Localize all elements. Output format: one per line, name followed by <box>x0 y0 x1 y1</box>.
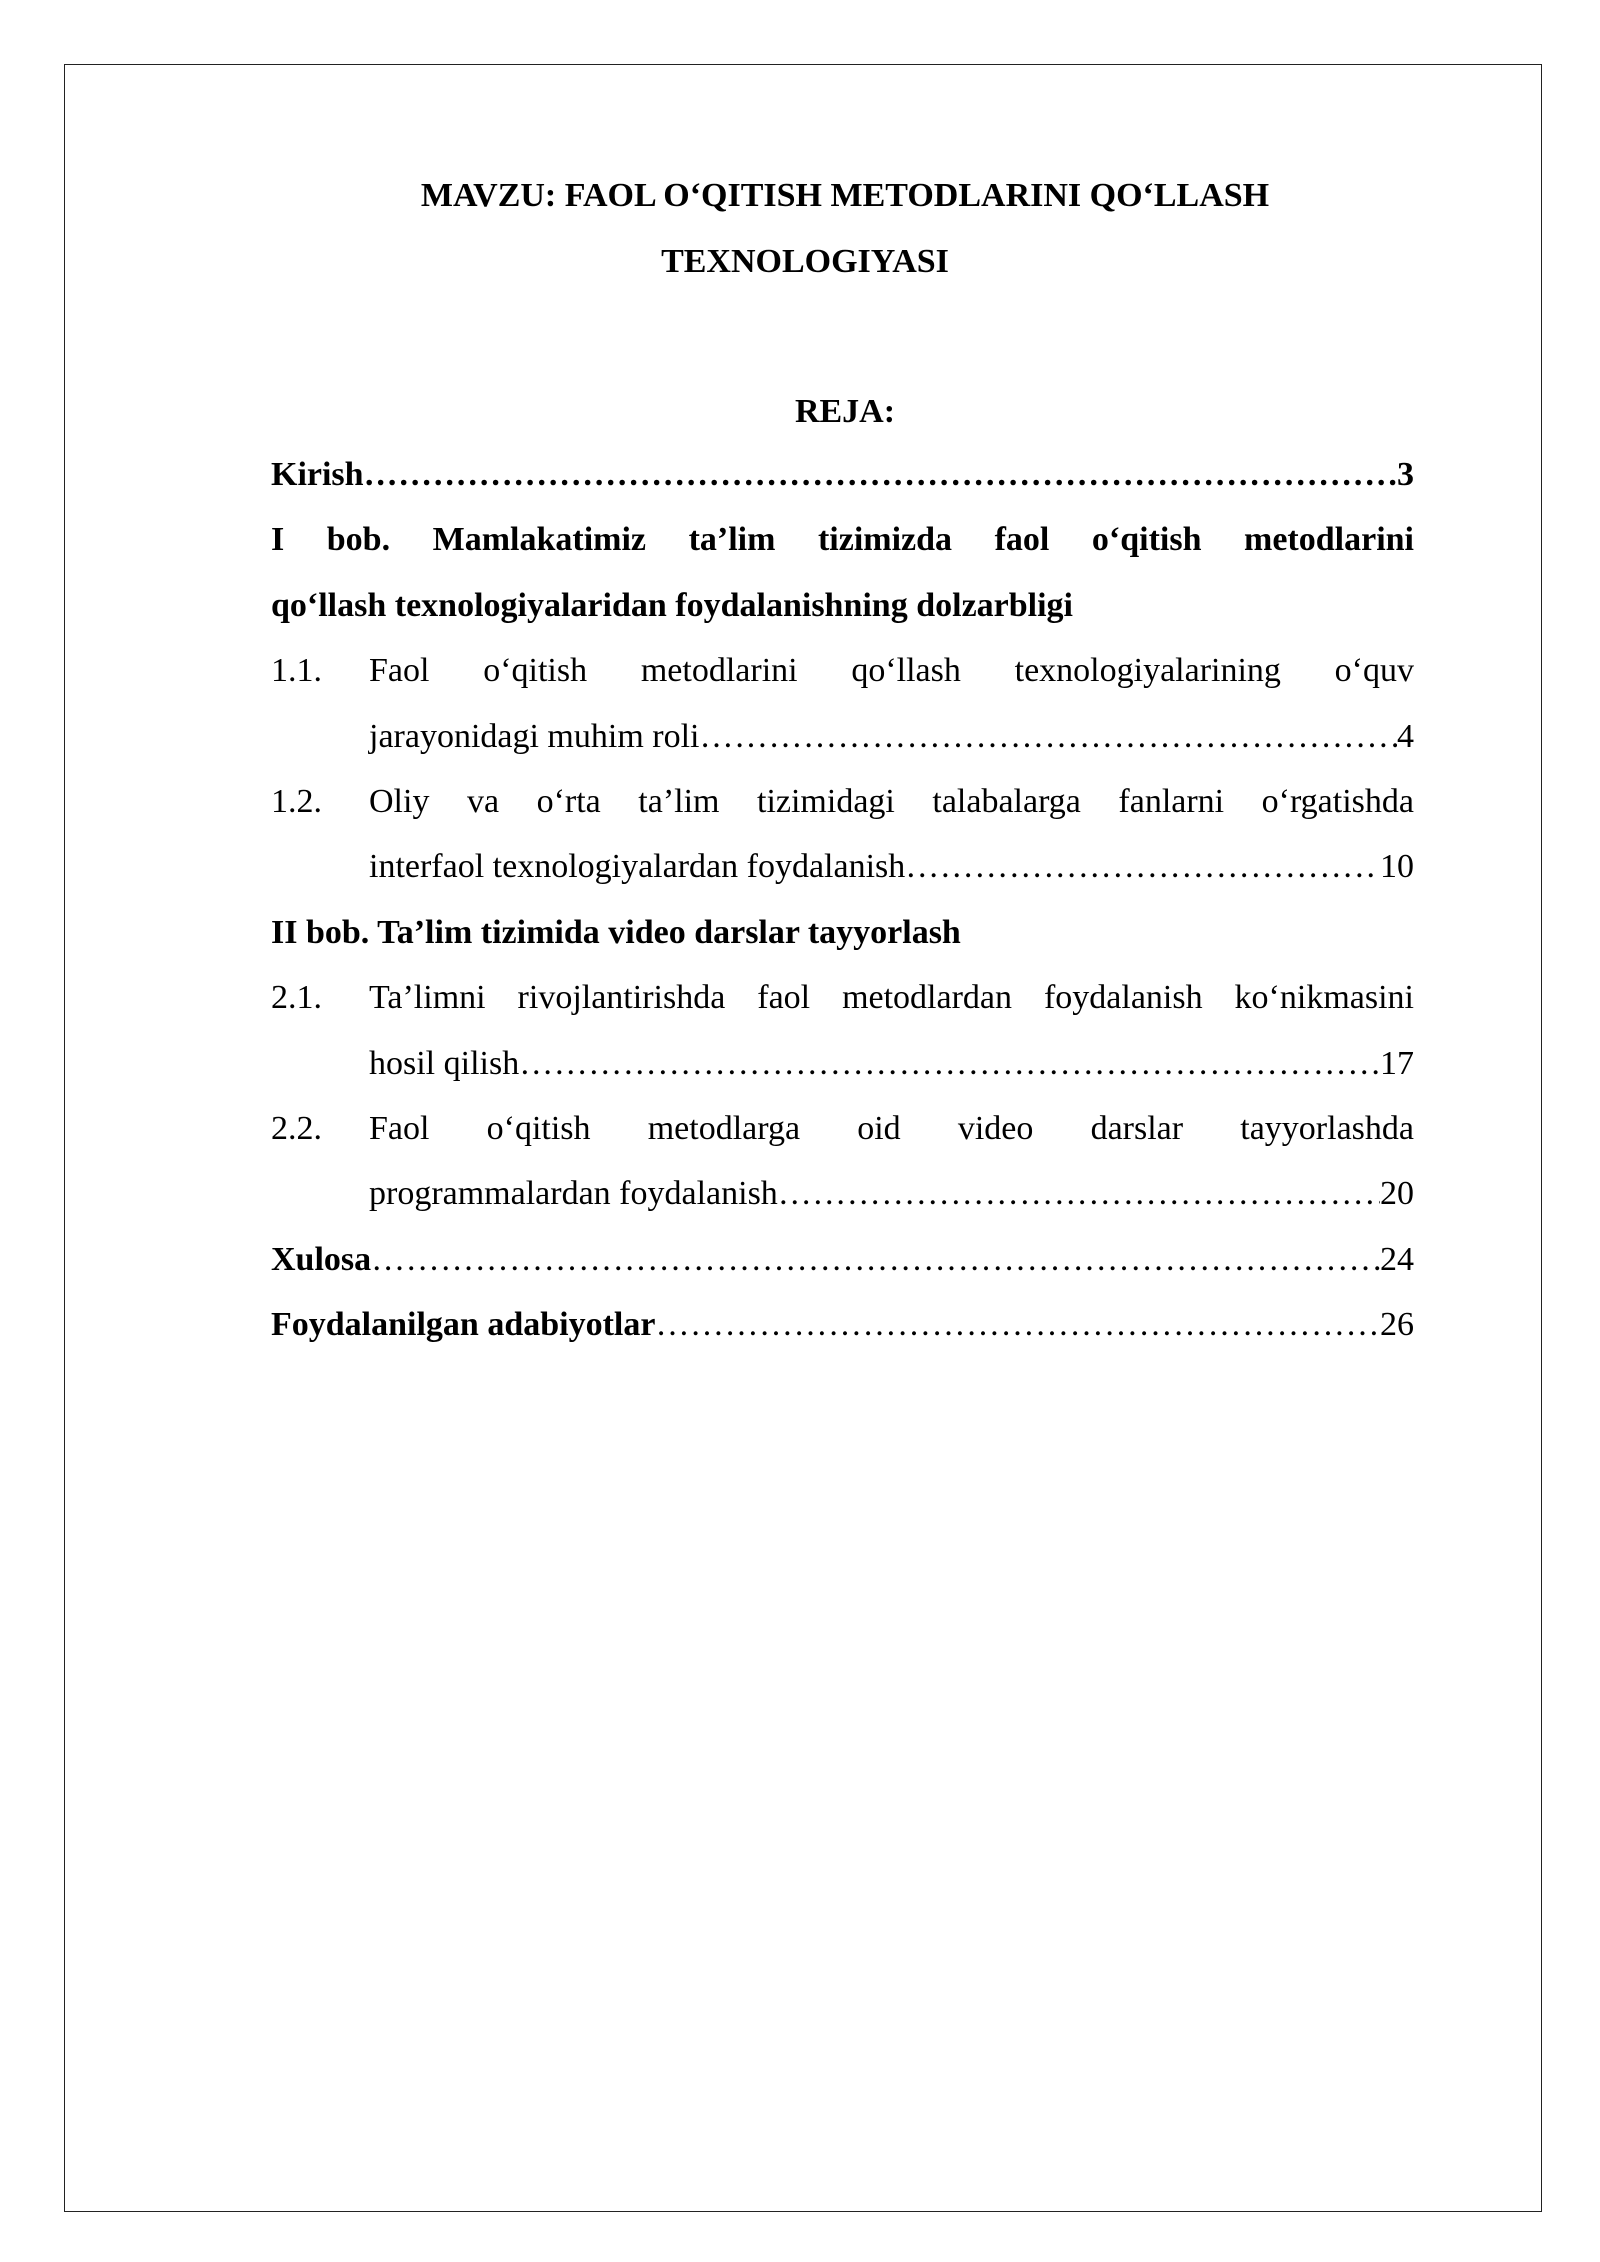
toc-section-line-1: Ta’limni rivojlantirishda faol metodlardan foydalanish ko‘nikmasini <box>369 979 1414 1017</box>
toc-page-number: 10 <box>1380 848 1414 886</box>
toc-entry-label: Foydalanilgan adabiyotlar <box>271 1306 656 1344</box>
toc-entry-label: Xulosa <box>271 1240 372 1278</box>
document-title-line-2: TEXNOLOGIYASI <box>661 243 949 280</box>
toc-entry-label: hosil qilish <box>369 1044 520 1082</box>
toc-leader-dots <box>371 1227 1380 1292</box>
toc-entry-references <box>271 1292 1414 1357</box>
toc-entry-label: programmalardan foydalanish <box>369 1175 778 1213</box>
toc-page-number: 20 <box>1380 1175 1414 1213</box>
toc-section-2-1 <box>271 965 1414 1096</box>
toc-chapter-2: II bob. Ta’lim tizimida video darslar tayyorlash <box>271 913 961 951</box>
toc-page-number: 24 <box>1380 1240 1414 1278</box>
toc-leader-dots <box>700 704 1398 769</box>
toc-leader-dots <box>778 1161 1380 1226</box>
toc-section-number: 1.1. <box>271 652 322 690</box>
plan-heading: REJA: <box>794 393 896 430</box>
toc-section-line-2 <box>369 1161 1414 1226</box>
toc-section-line-1: Faol o‘qitish metodlarini qo‘llash texnologiyalarining o‘quv <box>369 652 1414 690</box>
toc-section-number: 1.2. <box>271 783 322 821</box>
toc-leader-dots <box>655 1292 1380 1357</box>
toc-section-number: 2.2. <box>271 1110 322 1148</box>
document-title-line-1: MAVZU: FAOL O‘QITISH METODLARINI QO‘LLASH <box>420 177 1270 214</box>
toc-section-line-1: Oliy va o‘rta ta’lim tizimidagi talabalarga fanlarni o‘rgatishda <box>369 783 1414 821</box>
toc-page-number: 17 <box>1380 1044 1414 1082</box>
toc-leader-dots <box>905 834 1380 899</box>
toc-entry-intro <box>271 442 1414 507</box>
toc-section-1-2 <box>271 769 1414 900</box>
toc-section-2-2 <box>271 1096 1414 1227</box>
toc-page-number: 26 <box>1380 1306 1414 1344</box>
toc-chapter-1-line-2: qo‘llash texnologiyalaridan foydalanishning dolzarbligi <box>271 586 1074 624</box>
toc-page-number: 3 <box>1397 456 1414 493</box>
table-of-contents <box>271 442 1414 1358</box>
toc-section-1-1 <box>271 638 1414 769</box>
toc-chapter-1-line-1: I bob. Mamlakatimiz ta’lim tizimizda faol o‘qitish metodlarini <box>271 521 1414 559</box>
toc-entry-label: jarayonidagi muhim roli <box>369 717 700 755</box>
toc-section-line-1: Faol o‘qitish metodlarga oid video darslar tayyorlashda <box>369 1110 1414 1148</box>
toc-entry-conclusion <box>271 1227 1414 1292</box>
toc-section-line-2 <box>369 704 1414 769</box>
toc-entry-label: Kirish <box>271 456 364 493</box>
toc-page-number: 4 <box>1397 717 1414 755</box>
toc-entry-label: interfaol texnologiyalardan foydalanish <box>369 848 906 886</box>
toc-leader-dots <box>364 442 1397 507</box>
toc-section-number: 2.1. <box>271 979 322 1017</box>
toc-section-line-2 <box>369 1031 1414 1096</box>
toc-section-line-2 <box>369 834 1414 899</box>
toc-leader-dots <box>519 1031 1380 1096</box>
